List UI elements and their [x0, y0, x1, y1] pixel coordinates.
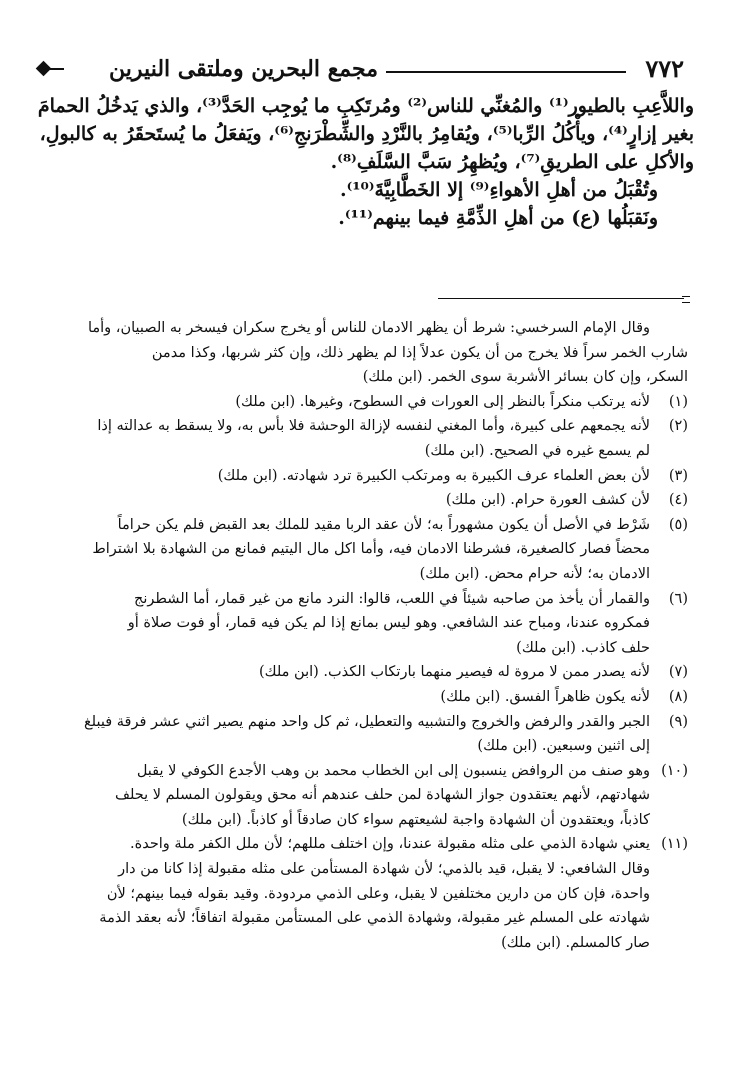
footnote-number: (١) — [668, 393, 688, 410]
footnote-number: (١١) — [661, 836, 688, 853]
footnote-line: صار كالمسلم. (ابن ملك) — [501, 934, 650, 951]
footnote-list — [48, 390, 688, 956]
footnote-line: والقمار أن يأخذ من صاحبه شيئاً في اللعب، قالوا: النرد مانع من غير قمار، أما الشطرنج — [133, 590, 650, 607]
footnote-body — [48, 513, 650, 587]
footnote-body — [48, 390, 650, 415]
page-number: ٧٧٢ — [645, 54, 684, 83]
footnote-line: السكر، وإن كان بسائر الأشربة سوى الخمر. (ابن ملك) — [362, 369, 688, 386]
footnote — [48, 660, 688, 685]
footnote-number: (٥) — [668, 516, 688, 533]
footnote — [48, 488, 688, 513]
footnote-number: (٣) — [668, 467, 688, 484]
footnote-number: (٢) — [668, 418, 688, 435]
footnote-line: لأنه يرتكب منكراً بالنظر إلى العورات في السطوح، وغيرها. (ابن ملك) — [235, 393, 650, 410]
footnote-line: شَرْط في الأصل أن يكون مشهوراً به؛ لأن عقد الربا مقيد للملك بعد القبض فلم يكن حراماً — [117, 516, 650, 533]
footnote-line: حلف كاذب. (ابن ملك) — [516, 639, 650, 656]
footnote-body — [48, 832, 650, 955]
footnote-line: لأنه يصدر ممن لا مروة له فيصير منهما بارتكاب الكذب. (ابن ملك) — [259, 664, 650, 681]
footnote-line: شهادته على المسلم غير مقبولة، وشهادة الذمي على المستأمن مقبولة اتفاقاً؛ لأنه بعقد الذمة — [99, 910, 650, 927]
footnote-line: لأنه يجمعهم على كبيرة، وأما المغني لنفسه لإزالة الوحشة فلا بأس به، ولا يسقط به عدالته إذا — [97, 418, 650, 435]
main-line: ونَقبَلُها (ع) من أهلِ الذِّمَّةِ فيما بينهم⁽¹¹⁾. — [338, 207, 658, 229]
footnote-line: إلى اثنين وسبعين. (ابن ملك) — [477, 738, 650, 755]
footnote-separator — [438, 298, 684, 299]
footnote-line: يعني شهادة الذمي على مثله مقبولة عندنا، وإن اختلف مللهم؛ لأن ملل الكفر ملة واحدة. — [130, 836, 650, 853]
footnote-body — [48, 587, 650, 661]
header-rule — [386, 71, 626, 73]
footnote — [48, 513, 688, 587]
footnote-number: (٧) — [668, 664, 688, 681]
footnote-line: وقال الإمام السرخسي: شرط أن يظهر الادمان للناس أو يخرج سكران فيسخر به الصبيان، وأما — [87, 320, 650, 336]
main-line: وتُقْبَلُ من أهلِ الأهواءِ⁽⁹⁾ إلا الخَطَّابِيَّةَ⁽¹⁰⁾. — [339, 179, 658, 201]
footnote-line: محضاً فصار كالصغيرة، فشرطنا الادمان فيه، وأما اكل مال اليتيم فمانع من الشهادة بلا اشتراط — [92, 541, 650, 558]
footnote-line: لم يسمع غيره في الصحيح. (ابن ملك) — [424, 442, 650, 459]
footnote-number: (٨) — [668, 688, 688, 705]
footnote — [48, 414, 688, 463]
footnote-line: وهو صنف من الروافض ينسبون إلى ابن الخطاب محمد بن وهب الأجدع الكوفي لا يقبل — [136, 762, 650, 779]
footnote-line: فمكروه عندنا، ومباح عند الشافعي. وهو ليس بمانع إذا لم يكن فيه قمار، أو فوت صلاة أو — [127, 615, 650, 632]
footnote-body — [48, 685, 650, 710]
main-line: بغير إزارٍ⁽⁴⁾، ويأْكُلُ الرِّبا⁽⁵⁾، ويُقامِرُ بالنَّرْدِ والشِّطْرَنجِ⁽⁶⁾، ويَفعَلُ ما يُستَحقَرُ به كالبولِ، — [39, 123, 694, 145]
main-line: واللاَّعِبِ بالطيور⁽¹⁾ والمُغنِّي للناس⁽²⁾ ومُرتَكِبِ ما يُوجِب الحَدَّ⁽³⁾، والذي يَدخُلُ الحمامَ — [37, 95, 694, 117]
diamond-ornament-icon — [36, 61, 52, 77]
footnote-number: (٦) — [668, 590, 688, 607]
footnote-line: كاذباً، ويعتقدون أن الشهادة واجبة لشيعتهم سواء كان صادقاً أو كاذباً. (ابن ملك) — [181, 811, 650, 828]
footnote — [48, 587, 688, 661]
footnote-body — [48, 710, 650, 759]
header-dash — [50, 68, 64, 70]
footnote-line: شهادتهم، لأنهم يعتقدون جواز الشهادة لمن حلف عندهم أنه محق ويقولون المسلم لا يحلف — [114, 787, 650, 804]
footnote-line: لأن بعض العلماء عرف الكبيرة به ومرتكب الكبيرة ترد شهادته. (ابن ملك) — [217, 467, 650, 484]
footnote-number: (٤) — [668, 492, 688, 509]
footnote-body — [48, 414, 650, 463]
footnote-body — [48, 464, 650, 489]
separator-mark — [682, 296, 690, 303]
footnote-number: (٩) — [668, 713, 688, 730]
footnote-body — [48, 660, 650, 685]
footnote-line: واحدة، فإن كان من دارين مختلفين لا يقبل، وعلى الذمي مردودة. وقيد بقوله فيما بينهم؛ لأن — [106, 885, 650, 902]
footnote-body — [48, 488, 650, 513]
footnote — [48, 832, 688, 955]
footnote-line: الادمان به؛ لأنه حرام محض. (ابن ملك) — [419, 565, 650, 582]
footnote-line: لأنه يكون ظاهراً الفسق. (ابن ملك) — [440, 688, 650, 705]
main-text — [37, 92, 694, 232]
footnote-line: وقال الشافعي: لا يقبل، قيد بالذمي؛ لأن شهادة المستأمن على مثله مقبولة إذا كانا من دار — [118, 861, 650, 878]
footnote-body — [48, 759, 650, 833]
footnote-continuation — [48, 316, 688, 390]
footnote — [48, 390, 688, 415]
book-title: مجمع البحرين وملتقى النيرين — [109, 56, 378, 82]
footnote — [48, 685, 688, 710]
footnote-line: لأن كشف العورة حرام. (ابن ملك) — [445, 492, 650, 509]
footnote-number: (١٠) — [661, 762, 688, 779]
page-header — [34, 54, 684, 88]
footnote — [48, 464, 688, 489]
footnote — [48, 710, 688, 759]
footnote-line: شارب الخمر سراً فلا يخرج من أن يكون عدلاً إذا لم يظهر ذلك، وإن كثر شربها، وكذا مدمن — [151, 344, 688, 361]
main-line: والأكلِ على الطريقِ⁽⁷⁾، ويُظهِرُ سَبَّ السَّلَفِ⁽⁸⁾. — [330, 151, 694, 173]
footnote — [48, 759, 688, 833]
footnotes — [48, 316, 688, 955]
footnote-line: الجبر والقدر والرفض والخروج والتشبيه والتعطيل، ثم كل واحد منهم يصير اثني عشر فرقة فيبلغ — [83, 713, 650, 730]
